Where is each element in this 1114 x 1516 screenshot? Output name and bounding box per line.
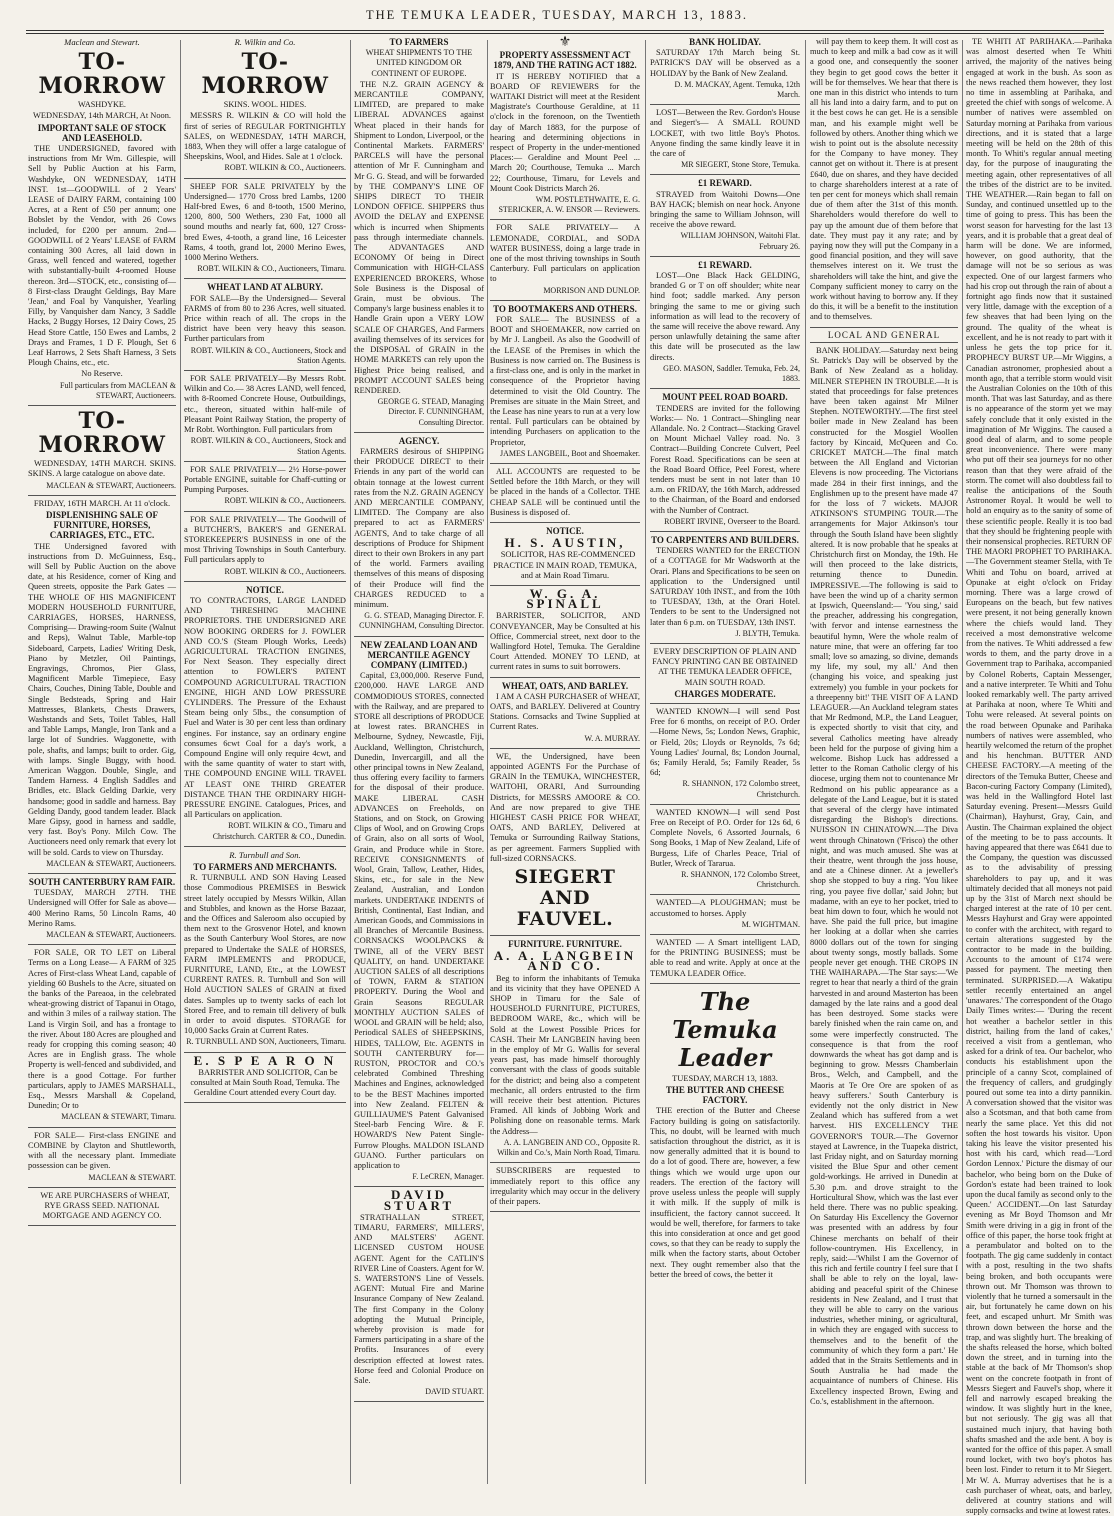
ad-signature: WM. POSTLETHWAITE, E. G. STERICKER, A. W. ENSOR — Reviewers. [498, 195, 640, 215]
column-7 [966, 36, 1112, 1516]
ad-title: £1 REWARD. [698, 178, 752, 189]
ad-signature: D. M. MACKAY, Agent. Temuka, 12th March. [674, 79, 800, 100]
editorial-body: THE erection of the Butter and Cheese Factory building is going on satisfactorily. This, no doubt, will be learned with much satisfaction throughout the district, as it is now generally admitted that it is bound to do a lot of good. There are, however, a few things which we would urge upon our readers. The erection of the factory will prove useless unless the people will supply it with milk. If the supply of milk is insufficient, the factory cannot succeed. It would be well, therefore, for farmers to take this into consideration at once and get good cows, so that they can be ready to supply the milk when the factory starts, about October next. They ought remember also that the better the breed of cows, the better it [650, 1106, 800, 1279]
ad-title: AGENCY. [398, 435, 440, 446]
ad-body: THE UNDERSIGNED, favored with instructions from Mr Wm. Gillespie, will Sell by Public Auction at his Farm, Washdyke, ON WEDNESDAY, 14TH INST. 1st—GOODWILL of 2 Years' LEASE of DAIRY FARM, containing 100 Acres, at a Rent of £50 per annum; one Bobslet by the Vendor, with 26 Cows included, for £200 per annum. 2nd—GOODWILL of 2 Years' LEASE of FARM containing 300 Acres, all laid down in Grass, well fenced and watered, together with substantially-built 4-roomed House thereon. 3rd—STOCK, etc., consisting of— 8 First-class Draught Geldings, Bay Mare 'Jean,' and Foal by Vanquisher, Yearling Filly, by Vanquisher dam Nancy, 3 Saddle Hacks, 2 Buggy Horses, 12 Dairy Cows, 25 Head Store Cattle, 150 Ewes and Lambs, 2 Drays and Frames, 1 D F. Plough, Set 6 Leaf Harrows, 2 Sets Shaft Harness, 3 Sets Plough Chains, etc., etc. [28, 144, 176, 368]
masthead-rule [26, 30, 1104, 34]
advertisement [490, 467, 640, 523]
ad-signature: W. A. MURRAY. [584, 733, 640, 743]
ad-body: WANTED KNOWN—I will send Post Free for 6 months, on receipt of P.O. Order—Home News, 5s; London News, Graphic, or Field, 20s; Lloyds or Reynolds, 7s 6d; Young Ladies' Journal, 8s; London Journal, 6s; Family Herald, 5s; Family Reader, 5s 6d; [650, 706, 800, 778]
masthead: THE TEMUKA LEADER, TUESDAY, MARCH 13, 1883. [365, 8, 749, 22]
ad-body: BARRISTER AND SOLICITOR, Can be consulted at Main South Road, Temuka. The Geraldine Court attended every Court day. [190, 1067, 340, 1098]
ad-date: FRIDAY, 16TH MARCH. At 11 o'clock. [33, 498, 171, 508]
editorial [650, 988, 800, 1280]
column-rule [180, 40, 181, 1484]
ad-headline: W. G. A. SPINALL [526, 585, 604, 612]
ad-body: THE Undersigned favored with instructions from D. McGuinness, Esq., will Sell by Public Auction on the above date, at his Residence, corner of King and Queen streets, opposite the Park Gates — THE WHOLE OF HIS MAGNIFICENT MODERN HOUSEHOLD FURNITURE, CARRIAGES, HORSES, HARNESS, Comprising— Drawing-room Suite (Walnut and Reps), Walnut Table, Marble-top Sideboard, Carpets, Ladies' Writing Desk, Piano by Metzler, Oil Paintings, Engravings, Chromos, Pier Glass, Magnificent Marble Timepiece, Easy Chairs, Couches, Dining Table, Double and Single Bedsteads, Spring and Hair Mattresses, Blankets, Chests Drawers, Washstands and Sets, Toilet Tables, Hall and Table Lamps, Mangle, Iron Tank and a large lot of Sundries. Waggonette, with pole, shafts, and lamps; built to order. Gig, with lamps. Single Buggy, with hood. American Waggon. Double, Single, and Tandem Harness. 4 English Saddles and Bridles, etc. Black Gelding Darkie, very handsome; good in saddle and harness. Bay Gelding Dandy, good tandem leader. Black Mare Gipsy, good in harness and saddle, very fast. Boy's Pony. Milch Cow. The Auctioneers need only remark that every lot will be sold. Cards to view on Thursday. [28, 541, 176, 857]
ad-body: TUESDAY, MARCH 27TH. THE Undersigned will Offer for Sale as above— 400 Merino Rams, 50 Lincoln Rams, 40 Merino Rams. [28, 888, 176, 928]
ad-body: IT IS HEREBY NOTIFIED that a BOARD OF REVIEWERS for the WAITAKI District will meet at the Resident Magistrate's Courthouse Geraldine, at 11 o'clock in the forenoon, on the Twentieth day of March 1883, for the purpose of hearing and determining objections in respect of Property in the under-mentioned Places:— Geraldine and Mount Peel ... March 20; Courthouse, Temuka ... March 22; Courthouse, Timaru, for Levels and Mount Cook Districts March 26. [490, 71, 640, 193]
ad-signature: R. SHANNON, 172 Colombo street, Christchurch. [682, 779, 800, 799]
column-rule [805, 40, 806, 1484]
editorial-continued: will pay them to keep them. It will cost as much to keep and milk a bad cow as it will a good one, and consequently the sooner they begin to get good cows the better it will be for themselves. We hear that there is one man in this district who intends to turn all his land into a dairy farm, and to put on it the best cows he can get. He is a sensible man, and his example might well be followed by others. Another thing which we wish to point out is the absolute necessity for the Company to have money. They cannot get on without it. There is at present £640, due on shares, and they have decided to charge shareholders interest at a rate of ten per cent for moneys which shall remain due of them after the 31st of this month. Shareholders would therefore do well to pay up the amount due of them before that date. They must pay it any rate; and by paying now they will put the Company in a good financial position, and they will save themselves interest on it. We trust the shareholders will take the hint, and give the Company sufficient money to carry on the work without having to borrow any. If they do this, it will be a benefit to the institution and to themselves. [810, 37, 958, 322]
column-1 [28, 36, 176, 1484]
advertisement [184, 585, 346, 847]
ad-signature: GEORGE G. STEAD, Managing Director. F. CUNNINGHAM, Consulting Director. [377, 397, 484, 427]
ad-signature: MACLEAN & STEWART, Auctioneers. [46, 858, 176, 868]
ad-body: FOR SALE PRIVATELY—By Messrs Robt. Wilkin and Co.— 38 Acres LAND, well fenced, with 8-Roomed Concrete House, Outbuildings, etc., thereon, situated within half-mile of Pleasant Point Railway Station, the property of Mr Robt. Worthington. Full particulars from [184, 374, 346, 435]
ad-body: STRATHALLAN STREET, TIMARU, FARMERS', MILLERS', AND MALSTERS' AGENT. LICENSED CUSTOM HOUSE AGENT. Agent for the CATLIN'S RIVER Line of Coasters. Agent for W. S. WATERSTON'S Line of Vessels. AGENT: Mutual Fire and Marine Insurance Company of New Zealand. The first Company in the Colony adopting the Mutual Principle, whereby provision is made for Farmers participating in a share of the Profits. Insurances of every description effected at lowest rates. Horse feed and Colonial Produce on Sale. [354, 1212, 484, 1385]
ad-body: FOR SALE PRIVATELY— A LEMONADE, CORDIAL, and SODA WATER BUSINESS, doing a large trade in one of the most thriving townships in South Canterbury. Full particulars on application to [490, 223, 640, 284]
ad-signature: JAMES LANGBEIL, Boot and Shoemaker. [500, 448, 640, 458]
ad-body: SATURDAY 17th March being St. PATRICK'S DAY will be observed as a HOLIDAY by the Bank of New Zealand. [650, 48, 800, 78]
ad-body: Beg to inform the inhabitants of Temuka and its vicinity that they have OPENED A SHOP in Timaru for the Sale of HOUSEHOLD FURNITURE, PICTURES, BEDROOM WARE, &c., which will be Sold at the Lowest Possible Prices for CASH. Their Mr LANGBEIN having been in the employ of Mr G. Wallis for several years past, has made himself thoroughly conversant with the class of goods suitable for the district; and being also a competent mechanic, all orders entrusted to the firm will receive their best attention. Pictures Framed. All kinds of Jobbing Work and Polishing done on reasonable terms. Mark the Address— [490, 973, 640, 1136]
ad-body: WANTED—A PLOUGHMAN; must be accustomed to horses. Apply [650, 898, 800, 918]
ad-headline: TO-MORROW [38, 49, 166, 100]
ad-subhead: WHEAT SHIPMENTS TO THE UNITED KINGDOM OR CONTINENT OF EUROPE. [365, 48, 473, 78]
ad-title: TO FARMERS AND MERCHANTS. [193, 862, 337, 873]
ad-signature: F. LeCREN, Manager. [412, 1172, 484, 1182]
ad-body: WANTED — A Smart intelligent LAD, for the PRINTING BUSINESS; must be able to read and write. Apply at once at the TEMUKA LEADER Office. [650, 938, 800, 978]
ad-date: WEDNESDAY, 14th MARCH, At Noon. [33, 111, 171, 121]
column-rule [645, 40, 646, 1484]
advertisement [354, 436, 484, 637]
ad-headline: TO-MORROW [201, 49, 329, 100]
ad-body: WEDNESDAY, 14TH MARCH. SKINS. SKINS. A large catalogue on above date. [28, 459, 176, 479]
advertisement [184, 282, 346, 371]
ad-title: NEW ZEALAND LOAN AND MERCANTILE AGENCY COMPANY (LIMITED.) [360, 639, 478, 670]
ad-title: FURNITURE. FURNITURE. [508, 939, 622, 950]
ad-signature: ROBT. WILKIN & CO., Timaru and Christchurch. CARTER & CO., Dunedin. [212, 821, 346, 841]
advertisement [28, 948, 176, 1127]
advertisement [184, 515, 346, 582]
advertisement [184, 465, 346, 512]
ad-body: WE, the Undersigned, have been appointed AGENTS For the Purchase of GRAIN In the TEMUKA, WINCHESTER, WAITOHI, ORARI, And Surrounding Districts, for MESSRS AMOORE & CO. And are now prepared to give THE HIGHEST CASH PRICE FOR WHEAT, OATS, AND BARLEY, Delivered at Temuka or Surrounding Railway Stations, as per agreement. Farmers Supplied with full-sized CORNSACKS. [490, 751, 640, 863]
ad-subhead: SKINS. WOOL. HIDES. [223, 100, 307, 110]
ad-body: FOR SALE PRIVATELY— 2½ Horse-power Portable ENGINE, suitable for Chaff-cutting or Pumping Purposes. [184, 464, 346, 495]
ad-signature: DAVID STUART. [425, 1387, 484, 1397]
ad-body: LOST—One Black Hack GELDING, branded G or T on off shoulder; white near hind foot; saddle marked. Any person bringing the same to me or giving such information as will lead to the recovery of the same will receive the above reward. Any person unlawfully detaining the same after this date will be prosecuted as the law directs. [650, 271, 800, 362]
news-paragraphs: BANK HOLIDAY.—Saturday next being St. Patrick's Day will be observed by the Bank of New Zealand as a holiday. MILNER STEPHEN IN TROUBLE.—It is stated that proceedings for false pretences have been taken against Mr Milner Stephen. NOTEWORTHY.—The first steel boiler made in New Zealand has been constructed for the Mosgiel Woollen factory by Kincaid, McQueen and Co. CRICKET MATCH.—The final match between the All England and Victorian Elevens is now proceeding. The Victorians made 284 in their first innings, and the Englishmen up to the present have made 47 for the loss of 7 wickets. MAJOR ATKINSON'S STUMPING TOUR.—The arrangements for Major Atkinson's tour through the South Island have been slightly altered. It is now probable that he speaks at Christchurch first on Monday, the 19th. He will then proceed to the lake districts, returning thence to Dunedin. IMPRESSIVE.—The following is said to have been the wind up of a charity sermon at Ipswich, Queensland:— 'You sing,' said the preacher, addressing his congregation, 'with fervor and intense earnestness the beautiful hymn, Were the whole realm of nature mine, that were an offering far too small; love so amazing, so divine, demands my life, my soul, my all.' And then (changing his voice, and speaking just extremely) you fumble in your pockets for a threepenny bit!' THE VISIT OF A LAND LEAGUER.—An Auckland telegram states that Mr Redmond, M.P., the Land Leaguer, is expected shortly to visit that city, and several Catholics meeting have already been held for the purpose of giving him a welcome. Bishop Luck has addressed a letter to the Roman Catholic clergy of his diocese, urging them not to countenance Mr Redmond on his public appearance as a delegate of the Land League, but it is stated that several of the clergy have intimated disregarding the Bishop's directions. NUISSON IN CHINATOWN.—The Diva went through Chinatown ('Frisco) the other night, and was much amused. She was at their theatre, went through the joss house, and ate a Chinese dinner. At a jeweller's shop she stopped to buy a ring. 'You likee ring, you payee five dollar,' said John; but madame, with an eye to her pocket, tried to beat him down to four, which he would not have. She paid the full price, but imagine her looking at a dollar when she carries 8000 dollars out of the town for singing about twenty songs, mostly ballads. Some people never get enough. THE CROPS IN THE WAIHARAPA.—The Star says:—'We regret to hear that nearly a third of the grain harvested in and around Masterton has been damaged by the late rains and a good deal has been destroyed. Some stacks were barely finished when the rain came on, and some were imperfectly constructed. The consequence is that from the roof downwards the wheat has got damp and is beginning to grow. Messrs Chamberlain Bros., Welch, and Campbell, and the Maoris at Te Ore Ore are spoken of as heavy sufferers.' South Canterbury is evidently not the only district in New Zealand which has suffered from a wet harvest. HIS EXCELLENCY THE GOVERNOR'S TOUR.—The Governor stayed at Lawrence, in the Tuapeka district, last Friday night, and on Saturday morning visited the Blue Spur and other cement gold-workings. He arrived in Dunedin at 5.30 p.m. and drove straight to the Horticultural Show, which was the last ever held there. There was no public speaking. On Saturday His Excellency the Governor was presented with an address by four Chinese merchants on behalf of their follow-countrymen. His Excellency, in reply, said:—'Whilst I am the Governor of this rich and fertile country I feel sure that I shall be able to rely on the loyal, law-abiding and peaceful spirit of the Chinese residents in New Zealand, and I trust that they will be able to carry on the various industries, whether mining, or agricultural, in which they are engaged with success to themselves and to the benefit of the community of which they form a part.' He added that in the Straits Settlements and in South Australia he had made the acquaintance of numbers of Chinese. His Excellency inspected Brown, Ewing and Co.'s, establishment in the afternoon. [810, 345, 958, 1406]
ad-body: FOR SALE PRIVATELY— The Goodwill of a BUTCHER'S, BAKER'S and GENERAL STOREKEEPER'S BUSINESS in one of the most Thriving Townships in South Canterbury. Full particulars apply to [184, 514, 346, 565]
column-rule [350, 40, 351, 1484]
ad-title: WHEAT LAND AT ALBURY. [207, 282, 323, 293]
ad-body: BARRISTER, SOLICITOR, AND CONVEYANCER, May be Consulted at his Office, Commercial street, next door to the Wallingford Hotel, Temuka. The Geraldine Court Attended. MONEY TO LEND, at current rates in sums to suit borrowers. [490, 611, 640, 672]
ad-signature: MACLEAN & STEWART. [88, 1172, 176, 1182]
ad-body: FOR SALE— The BUSINESS of a BOOT and SHOEMAKER, now carried on by Mr J. Langbeil. As also the Goodwill of the LEASE of the Premises in which the Business is now carried on. The Business is a first-class one, and is only in the market in consequence of the Proprietor having determined to visit the Old Country. The Premises are situate in the Main Street, and the Lease has nine years to run at a very low rental. Full particulars can be obtained by intending Purchasers on application to the Proprietor, [490, 315, 640, 447]
advertisement [650, 178, 800, 256]
ad-body: WANTED KNOWN—I will send Post Free on Receipt of P.O. Order for 12s 6d, 6 Complete Novels, 6 Assorted Journals, 6 Song Books, 1 Map of New Zealand, Life of Burgess, Life of Charles Peace, Trial of Butler, Wreck of Tararua. [650, 807, 800, 868]
advertisement [184, 1052, 346, 1104]
royal-crest-icon: ⚜ [558, 35, 572, 50]
ad-body: STRAYED from Waitohi Downs—One BAY HACK; blemish on near hock. Anyone bringing the same to William Johnson, will receive the above reward. [650, 189, 800, 230]
ad-body: WE ARE PURCHASERS of WHEAT, RYE GRASS SEED. NATIONAL MORTGAGE AND AGENCY CO. [40, 1190, 170, 1221]
ad-signature: WILLIAM JOHNSON, Waitohi Flat. February 26. [680, 231, 800, 251]
ad-title: DISPLENISHING SALE OF FURNITURE, HORSES, CARRIAGES, ETC., ETC. [45, 509, 159, 541]
ad-note: No Reserve. [81, 369, 123, 379]
ad-signature: MACLEAN & STEWART, Auctioneers. [46, 480, 176, 490]
advertisement [650, 808, 800, 896]
advertisement [184, 182, 346, 280]
ad-title: WHEAT, OATS, AND BARLEY. [501, 680, 629, 691]
ad-signature: ROBERT IRVINE, Overseer to the Board. [664, 516, 800, 526]
ad-title: TO CARPENTERS AND BUILDERS. [651, 534, 799, 545]
advertisement [354, 37, 484, 433]
ad-headline: H. S. AUSTIN, [504, 535, 626, 551]
ad-body: R. TURNBULL AND SON Having Leased those Commodious PREMISES in Beswick street lately occupied by Messrs Wilkin, Allan and Stubbles, and known as the Horse Bazaar, and the Offices and Saleroom also occupied by them next to the Grosvenor Hotel, and known as the South Canterbury Wool Stores, are now prepared to Undertake the SALE of HORSES, FARM IMPLEMENTS and PRODUCE, FURNITURE, LAND, Etc., at the LOWEST CURRENT RATES. R. Turnbull and Son will Hold AUCTION SALES of GRAIN at fixed dates. Samples up to twenty sacks of each lot Stored Free, and to remain till delivery of bulk in order to avoid disputes. STORAGE for 10,000 Sacks Grain at Current Rates. [184, 873, 346, 1036]
ad-title: NOTICE. [246, 584, 284, 595]
ad-signature: MR SIEGERT, Stone Store, Temuka. [681, 160, 800, 170]
advertisement [184, 37, 346, 179]
ad-body: FOR SALE— First-class ENGINE and COMBINE by Clayton and Shuttleworth, with all the necessary plant. Immediate possession can be given. [28, 1130, 176, 1171]
firm-name: Maclean and Stewart. [64, 37, 140, 47]
ad-title: EVERY DESCRIPTION OF PLAIN AND FANCY PRINTING CAN BE OBTAINED AT THE TEMUKA LEADER OFFICE, MAIN SOUTH ROAD. [652, 646, 798, 687]
ad-signature: Full particulars from MACLEAN & STEWART, Auctioneers. [60, 380, 176, 400]
ad-body: Capital, £3,000,000. Reserve Fund, £200,000. HAVE LARGE AND COMMODIOUS STORES, connected with the Railway, and are prepared to STORE all descriptions of PRODUCE at lowest rates. BRANCHES in Melbourne, Sydney, Newcastle, Fiji, Auckland, Wellington, Christchurch, Dunedin, Invercargill, and all the other principal towns in New Zealand, thus offering every facility to farmers for the disposal of their produce. MAKE LIBERAL CASH ADVANCES on Freeholds, on Stations, and on Stock, on Growing Clips of Wool, and on Growing Crops of Grain, also on all sorts of Wool, Grain, and Produce while in Store. RECEIVE CONSIGNMENTS of Wool, Grain, Tallow, Leather, Hides, Skins, etc., for sale in the New Zealand, Australian, and London markets. UNDERTAKE INDENTS of British, Continental, East Indian, and American Goods, and Commissions in all Branches of Mercantile Business. CORNSACKS WOOLPACKS & TWINE, all of the VERY BEST QUALITY, on hand. UNDERTAKE AUCTION SALES of all descriptions of TOWN, FARM & STATION PROPERTY. During the Wool and Grain Seasons REGULAR MONTHLY AUCTION SALES of WOOL and GRAIN will be held; also, Periodical SALES of SHEEPSKINS, HIDES, TALLOW, Etc. AGENTS in SOUTH CANTERBURY for— RUSTON, PROCTOR and CO.'s celebrated Combined Threshing Machines and Engines, acknowledged to be the BEST Machines imported into New Zealand. FELTEN & GUILLIAUME'S Patent Galvanised Steel-barb Fencing Wire. & F. HOWARD'S New Patent Single-Furrow Ploughs. MALDON ISLAND GUANO. Further particulars on application to [354, 671, 484, 1170]
column-4 [490, 36, 640, 1484]
ad-signature: ROBT. WILKIN & CO., Auctioneers. [224, 496, 346, 506]
section-heading: LOCAL AND GENERAL [810, 327, 958, 343]
ad-body: FARMERS desirous of SHIPPING their PRODUCE DIRECT to their Friends in any part of the world can obtain tonnage at the lowest current rates from the N.Z. GRAIN AGENCY AND MERCANTILE COMPANY, LIMITED. The Company are also prepared to act as FARMERS' AGENTS, And to take charge of all descriptions of Produce for Shipment direct to their own Brokers in any part of the world. Farmers availing themselves of this means of disposing of their Produce will find the CHARGES REDUCED to a minimum. [354, 446, 484, 609]
column-3 [354, 36, 484, 1484]
ad-title: SOUTH CANTERBURY RAM FAIR. [28, 877, 176, 888]
ad-title: IMPORTANT SALE OF STOCK AND LEASEHOLD. [37, 122, 167, 143]
advertisement [490, 939, 640, 1163]
advertisement [650, 260, 800, 389]
ad-body: FOR SALE—By the Undersigned— Several FARMS of from 80 to 236 Acres, well situated. Price within reach of all. The crops in the district have been very heavy this season. Further particulars from [184, 293, 346, 344]
advertisement [650, 938, 800, 984]
ad-body: THE N.Z. GRAIN AGENCY & MERCANTILE COMPANY, LIMITED, are prepared to make LIBERAL ADVANCES against Wheat placed in their hands for Shipment to London, Liverpool, or the Continental Markets. FARMERS' PARCELS will have the personal attention of Mr F. Cunningham and Mr G. G. Stead, and will be forwarded by THE COMPANY'S LINE OF SHIPS DIRECT TO THEIR LONDON OFFICE. SHIPPERS thus AVOID the DELAY and EXPENSE which is incurred when Shipments pass through intermediate channels. The ADVANTAGES AND ECONOMY Of being in Direct Communication with HIGH-CLASS EXPERIENCED BROKERS, Whose Sole Business is the Disposal of Grain, must be obvious. The Company's large business enables it to Handle Grain upon a VERY LOW SCALE OF CHARGES, And Farmers availing themselves of its services for the DISPOSAL of GRAIN in the HOME MARKETS can rely upon the Highest Price being realised, and PROMPT ACCOUNT SALES being RENDERED. [354, 79, 484, 395]
advertisement [184, 374, 346, 462]
ad-body: SHEEP FOR SALE PRIVATELY by the Undersigned— 1770 Cross bred Lambs, 1200 Half-bred Ewes, 6 and 8-tooth, 1500 Merino, 1200, 800, 500 Wethers, 230 Fat, 1000 all sound mouths and nearly fat, 600, 127 Cross-bred Ewes, 4-tooth, a grand line, 16 Leicester Rams, 4 tooth, grand lot, 2000 Merino Ewes, 1000 Merino Wethers. [184, 181, 346, 263]
newspaper-nameplate: The Temuka Leader [672, 986, 778, 1072]
advertisement [650, 37, 800, 105]
advertisement [28, 37, 176, 406]
ad-headline: E. S P E A R O N [193, 1052, 337, 1068]
ad-body: ALL ACCOUNTS are requested to be Settled before the 18th March, or they will be placed in the hands of a Collector. THE CHEAP SALE will be continued until the Business is disposed of. [490, 466, 640, 517]
advertisement [650, 707, 800, 805]
ad-signature: GEO. MASON, Saddler. Temuka, Feb. 24, 1883. [663, 363, 800, 384]
firm-name: R. Wilkin and Co. [234, 37, 296, 47]
advertisement [490, 304, 640, 464]
firm-name: R. Turnbull and Son. [229, 849, 301, 860]
ad-title: TO FARMERS [389, 37, 449, 47]
ad-signature: ROBT. WILKIN & CO., Auctioneers, Stock and Station Agents. [190, 436, 346, 456]
editorial-title: THE BUTTER AND CHEESE FACTORY. [665, 1085, 785, 1106]
advertisement [354, 640, 484, 1188]
column-rule [487, 40, 488, 1484]
ad-headline: A. A. LANGBEIN AND CO. [493, 948, 637, 974]
ad-signature: ROBT. WILKIN & CO., Auctioneers. [224, 163, 346, 173]
advertisement [28, 409, 176, 496]
ad-title: £1 REWARD. [698, 259, 752, 270]
ad-signature: MORRISON AND DUNLOP. [543, 285, 640, 295]
ad-title: NOTICE. [546, 525, 584, 536]
advertisement [490, 35, 640, 220]
news-paragraphs: TE WHITI AT PARIHAKA.—Parihaka was almost deserted when Te Whiti arrived, the majority of the natives being engaged at work in the bush. As soon as the news reached them however, they lost no time in assembling at Parihaka, and greeted the chief with songs of welcome. A number of natives were assembled on Saturday morning at Parihaka from various directions, and it is stated that a large meeting will be held on the 28th of this month. To Whiti's regular annual meeting day, for the purpose of inaugurating the meeting again, other representatives of all the tribes of the district are to be invited. THE WEATHER.—Rain began to fall on Sunday, and continued unsettled up to the time of going to press. This has been the worst season for harvesting for the last 13 years, and it is probable that a great deal of harm will be done. We are informed, however, on good authority, that the damage will not be so serious as was expected. One of our largest farmers who had his crop out through the rain of about a fortnight ago finds now that it sustained very little, damage with the exception of a few sheaves that had been lying on the ground. The quality of the wheat is excellent, and he is not ready to part with it unless he gets the top price for it. PROPHECY BURST UP.—Mr Wiggins, a Canadian astronomer, prophesied about a month ago, that a terrible storm would visit the Australian Colonies on the 10th of this month. That was last Saturday, and as there is no appearance of the storm yet we may safely conclude that it only existed in the imagination of Mr Wiggins. The caused a good deal of alarm, and to some people great inconvenience. There were many who put off their sea journeys for no other reason than that they were afraid of the storm. The comet will also doubtless fail to realise the anticipations of the South Astronomer Royal. It would be well to hold an enquiry as to the sanity of some of these scientific people. Really it is too bad that they should be frightening people with their nonsensical prophecies. RETURN OF THE MAORI PROPHET TO PARIHAKA.—The Government steamer Stella, with Te Whiti and Tohu on board, arrived at Opunake at eight o'clock on Friday morning. There was a large crowd of Europeans on the beach, but few natives were present, it not being generally known where the chiefs would land. They received a most demonstrative welcome from the natives. Te Whiti addressed a few words to them, and the party drove in a Government trap to Parihaka, accompanied by Colonel Roberts, Captain Messenger, and a native interpreter. Te Whiti and Tohu looked remarkably well. The party arrived at Parihaka at noon, where Te Whiti and Tohu were released. At several points on the road between Opunake and Parihaka numbers of natives were assembled, who heartily welcomed the return of the prophet and his henchman. BUTTER AND CHEESE FACTORY.—A meeting of the directors of the Temuka Butter, Cheese and Bacon-curing Factory Company (Limited), was held in the Wallingford Hotel last Saturday evening. Present—Messrs Guild (Chairman), Hayhurst, Gray, Cain, and Austin. The Chairman explained the object of the meeting to be to pass accounts. It having appeared that there was £641 due to the Company, the question was discussed as to the advisability of pressing shareholders to pay up, and it was ultimately decided that all moneys not paid up by the 31st of March next should be charged interest at the rate of 10 per cent. Messrs Hayhurst and Gray were appointed to confer with the architect, with regard to certain alterations suggested by the contractor to be made in the building. Accounts to the amount of £174 were passed for payment. The meeting then terminated. SURPRISED.—A Wakatipu settler recently entertained an angel 'unawares.' The correspondent of the Otago Daily Times writes:— 'During the recent hot weather a bachelor settler in this district, hailing from the land of cakes,' received a visit from a gentleman, who asked for a drink of tea. Our bachelor, who conducts his establishment upon the principle of a canny Scot, complained of the frequency of callers, and grudgingly poured out some tea into a dirty pannikin. A conversation showed that the visitor was also a Scotsman, and that both came from nearly the same place. Yet this did not soften the host towards his visitor. Upon taking his leave the visitor presented his host with his card, which read—'Lord Gordon Lennox.' Picture the dismay of our bachelor, who being born on the Duke of Gordon's estate had been trained to look upon the ducal family as second only to the Queen.' ACCIDENT.—On last Saturday evening as Mr Boyd Thomson and Mr Smith were driving in a gig in front of the office of this paper, the horse took fright at a perambulator and bolted on to the footpath. The gig came suddenly in contact with a post, resulting in the two shafts being broken, and both occupants were thrown out. Mr Thomson was thrown to violently that he turned a somersault in the air, but fortunately he came down on his feet, and escaped unhurt. Mr Smith was thrown down between the horse and the trap, and was slightly hurt. The breaking of the shafts released the horse, which bolted down the street, and in turning into the stable at the back of Mr Thomson's shop went on the concrete footpath in front of Messrs Siegert and Fauvel's shop, where it fell and narrowly escaped breaking the window. It was slightly hurt in the knee, but not seriously. The gig was all that sustained much injury, that having both shafts smashed and the axle bent. A boy is wanted for the office of this paper. A small round locket, with two boy's photos has been lost. Finder to return it to Mr Siegert. Mr W. A. Murray advertises that he is a cash purchaser of wheat, oats, and barley, delivered at country stations and will supply cornsacks and twine at lowest rates. [966, 37, 1112, 1516]
ad-signature: A. A. LANGBEIN AND CO., Opposite R. Wilkin and Co.'s, Main North Road, Timaru. [497, 1137, 640, 1158]
ad-signature: J. BLYTH, Temuka. [735, 628, 800, 638]
advertisement [354, 1187, 484, 1402]
advertisement [650, 535, 800, 644]
advertisement [28, 1191, 176, 1227]
column-5 [650, 36, 800, 1484]
ad-body: TENDERS WANTED for the ERECTION of a COTTAGE for Mr Wadsworth at the Orari. Plans and Specifications to be seen on application to the Undersigned until SATURDAY 10th INST., and from the 10th to TUESDAY, 13th, at the Orari Hotel. Tenders to be sent to the Undersigned not later than 6 p.m. on TUESDAY, 13th INST. [650, 546, 800, 627]
ad-headline: DAVID STUART [383, 1187, 455, 1213]
ad-body: TENDERS are invited for the following Works:— No. 1 Contract—Shingling near Allandale. No. 2 Contract—Stacking Gravel on Mount Michael Valley road. No. 3 Contract—Building Concrete Culvert, Peel Forest Road. Specifications can be seen at the Road Board Office, Peel Forest, where tenders must be sent in not later than 10 a.m. on FRIDAY, the 16th March, addressed to the Chairman, of the Board and endorsed with the Number of Contract. [650, 403, 800, 515]
ad-title: TO BOOTMAKERS AND OTHERS. [493, 303, 637, 314]
column-6 [810, 36, 958, 1484]
ad-body: MESSRS R. WILKIN & CO will hold the first of series of REGULAR FORTNIGHTLY SALES, on WEDNESDAY, 14TH MARCH, 1883, When they will offer a large catalogue of Sheepskins, Wool, and Hides. Sale at 1 o'clock. [184, 111, 346, 162]
advertisement [650, 392, 800, 532]
advertisement [650, 108, 800, 175]
column-rule [962, 40, 963, 1484]
column-2 [184, 36, 346, 1484]
ad-signature: ROBT. WILKIN & CO., Auctioneers, Stock and Station Agents. [190, 345, 346, 365]
advertisement [490, 752, 640, 936]
ad-body: I AM A CASH PURCHASER of WHEAT, OATS, and BARLEY. Delivered at Country Stations. Cornsacks and Twine Supplied at Current Rates. [490, 691, 640, 732]
ad-body: SOLICITOR, HAS RE-COMMENCED PRACTICE IN MAIN ROAD, TEMUKA, and at Main Road Timaru. [493, 550, 637, 580]
editorial-date: TUESDAY, MARCH 13, 1883. [672, 1073, 778, 1083]
advertisement [650, 647, 800, 704]
ad-signature: R. TURNBULL AND SON, Auctioneers, Timaru. [186, 1037, 346, 1047]
ad-headline: SIEGERT AND FAUVEL. [514, 866, 616, 931]
ad-title: MOUNT PEEL ROAD BOARD. [662, 392, 788, 403]
ad-signature: ROBT. WILKIN & CO., Auctioneers. [224, 566, 346, 576]
advertisement [490, 223, 640, 300]
ad-signature: G. G. STEAD, Managing Director. F. CUNNINGHAM, Consulting Director. [359, 611, 484, 631]
advertisement [184, 850, 346, 1053]
ad-signature: R. SHANNON, 172 Colombo Street, Christchurch. [681, 870, 800, 890]
ad-subhead: CHARGES MODERATE. [674, 688, 776, 699]
ad-body: LOST—Between the Rev. Gordon's House and Siegert's— A SMALL ROUND LOCKET, with two little Boy's Photos. Anyone finding the same kindly leave it in the care of [650, 108, 801, 159]
ad-body: SUBSCRIBERS are requested to immediately report to this office any irregularity which may occur in the delivery of their papers. [490, 1166, 640, 1206]
advertisement [490, 585, 640, 678]
ad-title: PROPERTY ASSESSMENT ACT 1879, AND THE RATING ACT 1882. [493, 50, 637, 71]
advertisement [650, 898, 800, 935]
ad-headline: TO-MORROW [38, 408, 166, 459]
ad-signature: MACLEAN & STEWART, Timaru. [61, 1112, 176, 1122]
ad-signature: M. WIGHTMAN. [741, 919, 800, 929]
advertisement [490, 526, 640, 586]
ad-body: TO CONTRACTORS, LARGE LANDED AND THRESHING MACHINE PROPRIETORS. THE UNDERSIGNED ARE NOW BOOKING ORDERS for J. FOWLER AND CO.'S (Steam Plough Works, Leeds) AGRICULTURAL TRACTION ENGINES, For Next Season. They especially direct attention to FOWLER'S PATENT COMPOUND AGRICULTURAL TRACTION ENGINE, HIGH AND LOW PRESSURE CYLINDERS. The Pressure of the Exhaust Steam being only 5lbs., the consumption of Fuel and Water is 30 per cent less than ordinary engines. For instance, say an ordinary engine consumes 6cwt Coal for a day's work, a Compound Engine will only require 4cwt, and with the same quantity of water to start with, THE COMPOUND ENGINE WILL TRAVEL AT LEAST ONE THIRD GREATER DISTANCE THAN THE ORDINARY HIGH-PRESSURE ENGINE. Catalogues, Prices, and all Particulars on application. [184, 595, 346, 820]
ad-subhead: WASHDYKE. [78, 100, 126, 110]
advertisement [490, 681, 640, 749]
ad-signature: MACLEAN & STEWART, Auctioneers. [46, 930, 176, 940]
advertisement [490, 1166, 640, 1212]
advertisement [28, 1131, 176, 1188]
ad-body: FOR SALE, OR TO LET on Liberal Terms on a Long Lease— A FARM of 325 Acres of First-class Wheat Land, capable of yielding 60 Bushels to the Acre, situated on the banks of the Pareaoa, in the celebrated wheat-growing district of Tapanui in Otago, and within 3 miles of a railway station. The Land is Virgin Soil, and has a frontage to the river. About 180 Acres are ploughed and ready for cropping this coming season; 40 Acres are in English grass. The whole Property is well-fenced and subdivided, and there is a good Cottage. For further particulars, apply to JAMES MARSHALL, Esq., Messrs Marshall & Copeland, Dunedin; Or to [28, 948, 176, 1111]
ad-signature: ROBT. WILKIN & CO., Auctioneers, Timaru. [197, 264, 346, 274]
ad-title: BANK HOLIDAY. [689, 37, 761, 47]
advertisement [28, 499, 176, 874]
advertisement [28, 877, 176, 945]
